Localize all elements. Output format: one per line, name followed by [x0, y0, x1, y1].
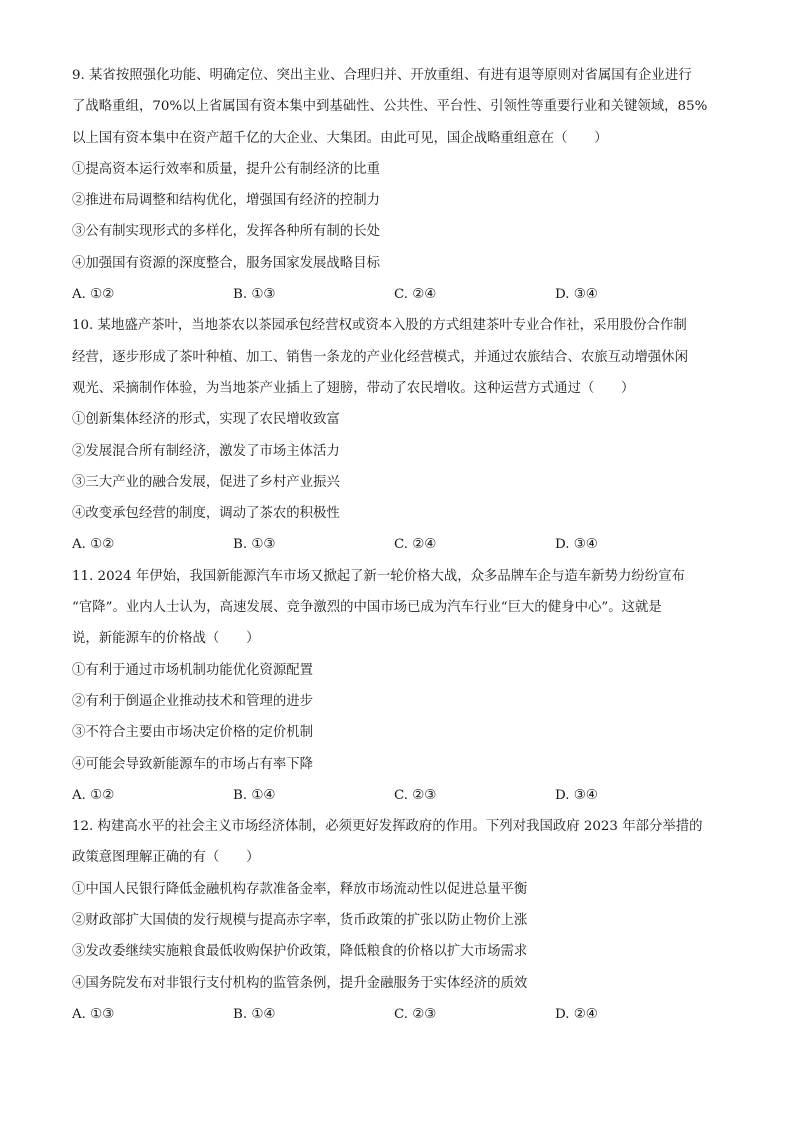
exam-page: [72, 60, 727, 1030]
choice-b: B. ①④: [233, 787, 276, 803]
answer-choices: [72, 999, 727, 1030]
answer-choices: [72, 780, 727, 811]
statement-option: ②推进布局调整和结构优化，增强国有经济的控制力: [72, 193, 380, 209]
choice-a: A. ①②: [72, 787, 115, 803]
stem-line: 观光、采摘制作体验，为当地茶产业插上了翅膀，带动了农民增收。这种运营方式通过（ ）: [72, 380, 635, 396]
statement-option: ③发改委继续实施粮食最低收购保护价政策，降低粮食的价格以扩大市场需求: [72, 944, 528, 960]
statement-option: ④改变承包经营的制度，调动了茶农的积极性: [72, 506, 340, 522]
question-stem: [72, 60, 727, 154]
statement-option: ②财政部扩大国债的发行规模与提高赤字率，货币政策的扩张以防止物价上涨: [72, 913, 528, 929]
choice-d: D. ③④: [555, 787, 598, 803]
choice-d: D. ③④: [555, 537, 598, 553]
statement-option: ④加强国有资源的深度整合，服务国家发展战略目标: [72, 255, 380, 271]
stem-line: 说，新能源车的价格战（ ）: [72, 631, 260, 647]
choice-a: A. ①③: [72, 1006, 115, 1022]
question-11: [72, 561, 727, 811]
choice-d: D. ②④: [555, 1006, 598, 1022]
statement-option: ②发展混合所有制经济，激发了市场主体活力: [72, 443, 340, 459]
question-9: [72, 60, 727, 310]
question-stem: [72, 561, 727, 655]
choice-a: A. ①②: [72, 287, 115, 303]
choice-c: C. ②④: [394, 287, 437, 303]
answer-choices: [72, 529, 727, 560]
stem-line: 11. 2024 年伊始，我国新能源汽车市场又掀起了新一轮价格大战，众多品牌车企与造车新势力纷纷宣布: [72, 568, 685, 584]
stem-line: 以上国有资本集中在资产超千亿的大企业、大集团。由此可见，国企战略重组意在（ ）: [72, 130, 608, 146]
choice-a: A. ①②: [72, 537, 115, 553]
stem-line: 了战略重组，70%以上省属国有资本集中到基础性、公共性、平台性、引领性等重要行业和关键领域，85%: [72, 99, 708, 115]
stem-line: 9. 某省按照强化功能、明确定位、突出主业、合理归并、开放重组、有进有退等原则对省属国有企业进行: [72, 68, 692, 83]
stem-line: 政策意图理解正确的有（ ）: [72, 850, 260, 866]
statement-option: ③公有制实现形式的多样化，发挥各种所有制的长处: [72, 224, 380, 240]
statement-option: ④可能会导致新能源车的市场占有率下降: [72, 756, 314, 772]
statement-option: ③三大产业的融合发展，促进了乡村产业振兴: [72, 474, 340, 490]
stem-line: “官降”。业内人士认为，高速发展、竞争激烈的中国市场已成为汽车行业“巨大的健身中心”。这就是: [72, 600, 662, 616]
question-12: [72, 811, 727, 1030]
choice-b: B. ①③: [233, 537, 276, 553]
choice-b: B. ①④: [233, 1006, 276, 1022]
stem-line: 12. 构建高水平的社会主义市场经济体制，必须更好发挥政府的作用。下列对我国政府 2023 年部分举措的: [72, 819, 703, 835]
statement-option: ②有利于倒逼企业推动技术和管理的进步: [72, 693, 314, 709]
statement-option: ④国务院发布对非银行支付机构的监管条例，提升金融服务于实体经济的质效: [72, 975, 528, 991]
question-10: [72, 310, 727, 560]
statement-option: ①创新集体经济的形式，实现了农民增收致富: [72, 412, 340, 428]
answer-choices: [72, 279, 727, 310]
choice-c: C. ②③: [394, 787, 437, 803]
choice-c: C. ②③: [394, 1006, 437, 1022]
choice-b: B. ①③: [233, 287, 276, 303]
statement-option: ③不符合主要由市场决定价格的定价机制: [72, 725, 314, 741]
question-stem: [72, 811, 727, 874]
statement-option: ①中国人民银行降低金融机构存款准备金率，释放市场流动性以促进总量平衡: [72, 881, 528, 897]
choice-d: D. ③④: [555, 287, 598, 303]
statement-option: ①有利于通过市场机制功能优化资源配置: [72, 662, 314, 678]
stem-line: 10. 某地盛产茶叶，当地茶农以茶园承包经营权或资本入股的方式组建茶叶专业合作社，采用股份合作制: [72, 318, 687, 334]
question-stem: [72, 310, 727, 404]
choice-c: C. ②④: [394, 537, 437, 553]
statement-option: ①提高资本运行效率和质量，提升公有制经济的比重: [72, 161, 380, 177]
stem-line: 经营，逐步形成了茶叶种植、加工、销售一条龙的产业化经营模式，并通过农旅结合、农旅互动增强休闲: [72, 349, 688, 365]
